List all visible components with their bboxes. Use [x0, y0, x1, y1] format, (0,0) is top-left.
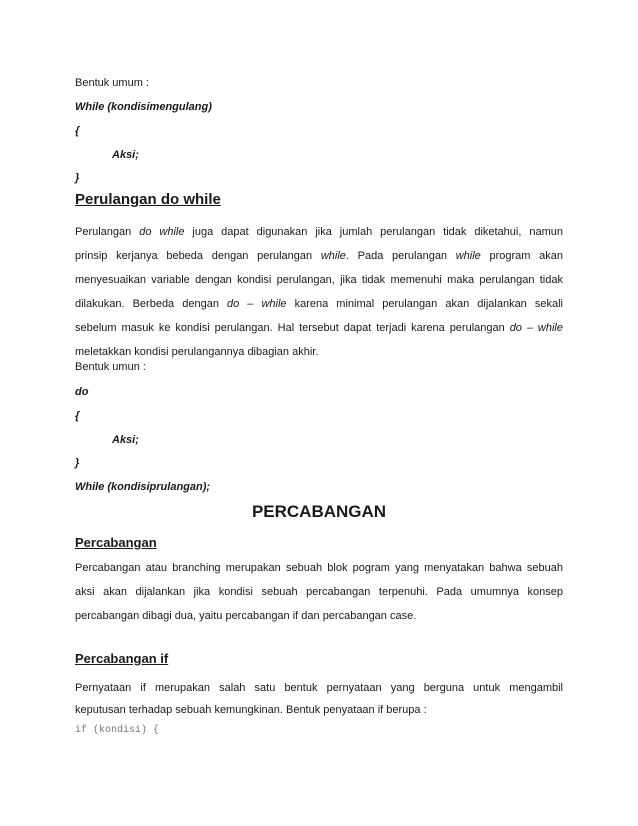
code-line: }	[75, 172, 80, 184]
code-line: Aksi;	[112, 149, 139, 161]
paragraph-line	[75, 225, 563, 239]
paragraph-line	[75, 561, 563, 575]
emphasis-text: do – while	[227, 298, 287, 310]
code-line: do	[75, 386, 89, 398]
text-run: prinsip kerjanya bebeda dengan perulangan	[75, 250, 321, 262]
code-line: While (kondisimengulang)	[75, 101, 212, 113]
paragraph-line	[75, 321, 563, 335]
paragraph-line	[75, 297, 563, 311]
text-run: dilakukan. Berbeda dengan	[75, 298, 227, 310]
text-run: aksi akan dijalankan jika kondisi sebuah percabangan terpenuhi. Pada umumnya konsep	[75, 586, 563, 598]
emphasis-text: while	[320, 250, 346, 262]
chapter-title: PERCABANGAN	[251, 502, 387, 521]
paragraph-line	[75, 273, 563, 287]
code-line: }	[75, 457, 80, 469]
paragraph-line	[75, 345, 318, 359]
text-run: . Pada perulangan	[345, 250, 456, 262]
emphasis-text: do while	[139, 226, 185, 238]
code-line: While (kondisiprulangan);	[75, 481, 211, 493]
text-run: Pernyataan if merupakan salah satu bentuk pernyataan yang berguna untuk mengambil	[75, 682, 563, 694]
section-heading-percabangan-if: Percabangan if	[75, 651, 169, 666]
code-line: {	[75, 125, 80, 137]
code-line: Aksi;	[112, 434, 139, 446]
text-run: keputusan terhadap sebuah kemungkinan. Bentuk penyataan if berupa :	[75, 704, 427, 716]
section-heading-percabangan: Percabangan	[75, 535, 157, 550]
paragraph-line	[75, 681, 563, 695]
paragraph-line	[75, 249, 563, 263]
code-line: {	[75, 410, 80, 422]
paragraph-line	[75, 585, 563, 599]
emphasis-text: while	[455, 250, 481, 262]
text-run: percabangan dibagi dua, yaitu percabangan if dan percabangan case.	[75, 610, 417, 622]
section-heading-do-while: Perulangan do while	[75, 191, 221, 208]
text-run: sebelum masuk ke kondisi perulangan. Hal tersebut dapat terjadi karena perulangan	[75, 322, 510, 334]
text-run: karena minimal perulangan akan dijalankan sekali	[286, 298, 563, 310]
text-run: juga dapat digunakan jika jumlah perulangan tidak diketahui, namun	[184, 226, 563, 238]
text-run: program akan	[480, 250, 563, 262]
emphasis-text: do – while	[509, 322, 563, 334]
general-form-label: Bentuk umum :	[75, 77, 149, 89]
text-run: menyesuaikan variable dengan kondisi perulangan, jika tidak memenuhi maka perulangan tidak	[75, 274, 563, 286]
paragraph-line	[75, 609, 416, 623]
text-run: meletakkan kondisi perulangannya dibagian akhir.	[75, 346, 319, 358]
general-form-label: Bentuk umun :	[75, 361, 146, 373]
paragraph-line	[75, 703, 427, 717]
code-line: if (kondisi) {	[75, 725, 160, 736]
text-run: Percabangan atau branching merupakan sebuah blok pogram yang menyatakan bahwa sebuah	[75, 562, 563, 574]
text-run: Perulangan	[75, 226, 140, 238]
